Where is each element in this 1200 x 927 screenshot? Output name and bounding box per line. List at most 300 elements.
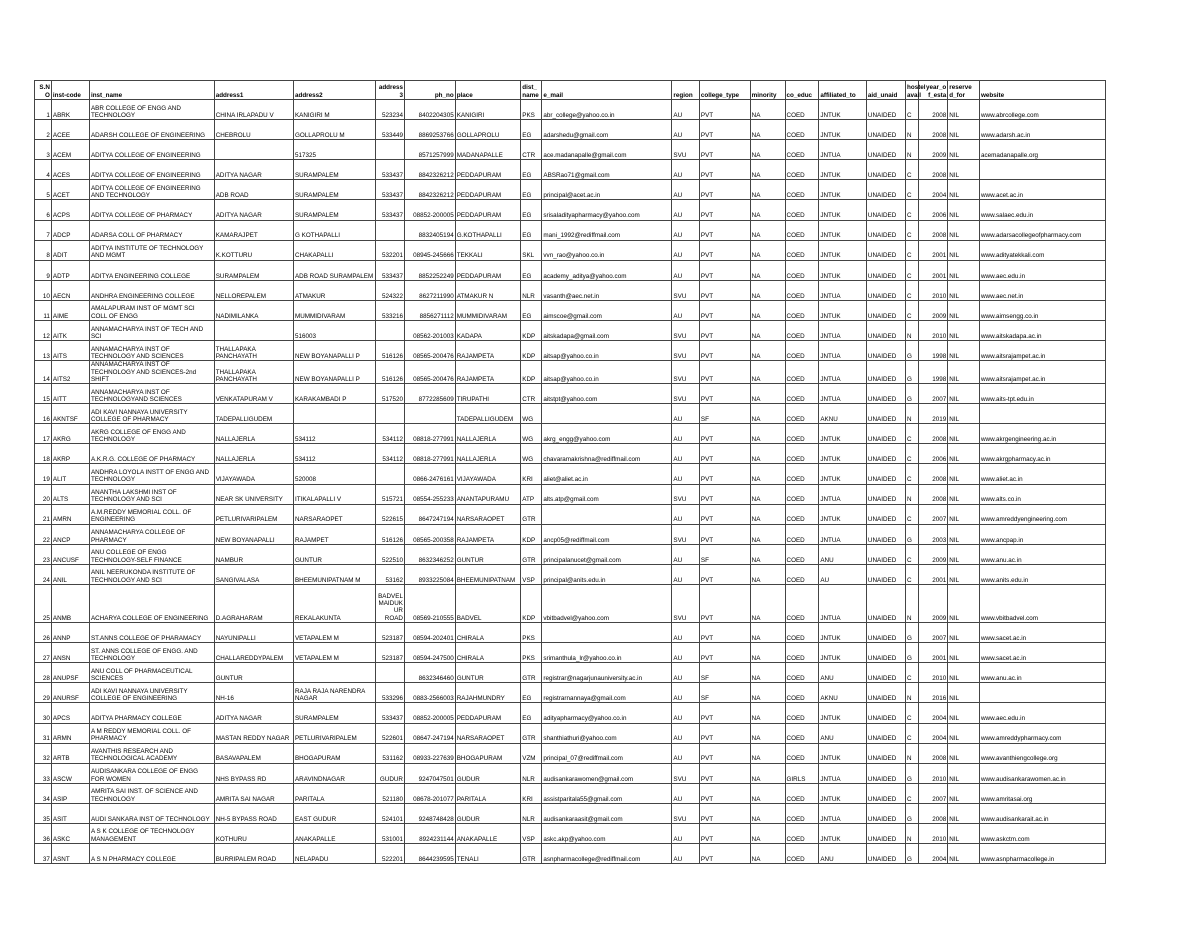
cell-aid: UNAIDED bbox=[866, 280, 905, 300]
cell-addr2: ADB ROAD SURAMPALEM bbox=[293, 260, 375, 280]
cell-affil: JNTUK bbox=[819, 743, 867, 763]
cell-minority: NA bbox=[750, 484, 785, 504]
cell-addr2: BHEEMUNIPATNAM M bbox=[293, 564, 375, 584]
cell-year: 2008 bbox=[918, 424, 948, 444]
cell-affil: JNTUA bbox=[819, 803, 867, 823]
cell-name: ST. ANNS COLLEGE OF ENGG. AND TECHNOLOGY bbox=[89, 643, 214, 663]
cell-addr2: ITIKALAPALLI V bbox=[293, 484, 375, 504]
cell-hostel: C bbox=[906, 544, 919, 564]
cell-dist: WG bbox=[521, 424, 542, 444]
cell-phone: 8772285609 bbox=[404, 384, 455, 404]
cell-name: ADITYA COLLEGE OF ENGINEERING AND TECHNOLOGY bbox=[89, 180, 214, 200]
cell-year: 2001 bbox=[918, 564, 948, 584]
cell-phone: 08554-255233 bbox=[404, 484, 455, 504]
cell-coed: COED bbox=[785, 444, 819, 464]
cell-name: AMALAPURAM INST OF MGMT SCI COLL OF ENGG bbox=[89, 300, 214, 320]
cell-coed: COED bbox=[785, 341, 819, 361]
cell-aid: UNAIDED bbox=[866, 361, 905, 384]
cell-addr3: 533449 bbox=[376, 120, 405, 140]
table-row bbox=[35, 643, 1106, 663]
cell-email: srimanthula_lr@yahoo.co.in bbox=[542, 643, 672, 663]
cell-code: ASNT bbox=[51, 844, 89, 864]
cell-phone: 8647247194 bbox=[404, 504, 455, 524]
table-row bbox=[35, 321, 1106, 341]
cell-email: adityapharmacy@yahoo.co.in bbox=[542, 703, 672, 723]
cell-region: AU bbox=[672, 663, 699, 683]
cell-dist: EG bbox=[521, 260, 542, 280]
cell-addr3: 523234 bbox=[376, 100, 405, 120]
cell-email: chavaramakrishna@rediffmail.com bbox=[542, 444, 672, 464]
cell-coed: COED bbox=[785, 663, 819, 683]
cell-hostel: C bbox=[906, 100, 919, 120]
cell-type: PVT bbox=[699, 524, 750, 544]
cell-addr3 bbox=[376, 140, 405, 160]
cell-place: CHIRALA bbox=[455, 643, 521, 663]
cell-type: PVT bbox=[699, 723, 750, 743]
cell-region: AU bbox=[672, 240, 699, 260]
cell-phone: 08594-202401 bbox=[404, 623, 455, 643]
cell-addr2: SURAMPALEM bbox=[293, 200, 375, 220]
cell-type: PVT bbox=[699, 100, 750, 120]
cell-hostel: G bbox=[906, 643, 919, 663]
cell-region: AU bbox=[672, 300, 699, 320]
cell-affil: JNTUK bbox=[819, 180, 867, 200]
cell-type: PVT bbox=[699, 803, 750, 823]
cell-sno: 29 bbox=[35, 683, 52, 703]
cell-web: www.acet.ac.in bbox=[979, 180, 1105, 200]
cell-dist: WG bbox=[521, 444, 542, 464]
cell-addr3 bbox=[376, 404, 405, 424]
cell-phone: 0883-2566003 bbox=[404, 683, 455, 703]
header-row bbox=[35, 81, 1106, 100]
cell-minority: NA bbox=[750, 504, 785, 524]
cell-coed: COED bbox=[785, 743, 819, 763]
cell-email bbox=[542, 404, 672, 424]
cell-reserve: NIL bbox=[948, 160, 980, 180]
cell-phone: 8644239595 bbox=[404, 844, 455, 864]
cell-minority: NA bbox=[750, 643, 785, 663]
cell-phone: 0866-2476161 bbox=[404, 464, 455, 484]
cell-name: ST.ANNS COLLEGE OF PHARAMACY bbox=[89, 623, 214, 643]
cell-type: PVT bbox=[699, 444, 750, 464]
cell-addr3: 522510 bbox=[376, 544, 405, 564]
cell-place: TIRUPATHI bbox=[455, 384, 521, 404]
cell-code: ACEE bbox=[51, 120, 89, 140]
cell-addr3: GUDUR bbox=[376, 763, 405, 783]
cell-addr2: BHOGAPURAM bbox=[293, 743, 375, 763]
cell-place: TEKKALI bbox=[455, 240, 521, 260]
cell-name: ANNAMACHARYA COLLEGE OF PHARMACY bbox=[89, 524, 214, 544]
cell-year: 2008 bbox=[918, 100, 948, 120]
cell-addr3: 522615 bbox=[376, 504, 405, 524]
cell-dist: KDP bbox=[521, 321, 542, 341]
cell-affil: JNTUA bbox=[819, 140, 867, 160]
cell-minority: NA bbox=[750, 464, 785, 484]
cell-year: 2008 bbox=[918, 160, 948, 180]
table-row bbox=[35, 180, 1106, 200]
cell-dist: CTR bbox=[521, 384, 542, 404]
cell-year: 1998 bbox=[918, 341, 948, 361]
table-row bbox=[35, 585, 1106, 623]
cell-type: PVT bbox=[699, 361, 750, 384]
table-row bbox=[35, 783, 1106, 803]
cell-dist: KDP bbox=[521, 524, 542, 544]
cell-hostel: C bbox=[906, 220, 919, 240]
cell-addr1: KOTHURU bbox=[214, 823, 293, 843]
table-row bbox=[35, 404, 1106, 424]
cell-addr2: REKALAKUNTA bbox=[293, 585, 375, 623]
cell-addr2: EAST GUDUR bbox=[293, 803, 375, 823]
cell-affil: JNTUA bbox=[819, 763, 867, 783]
cell-code: AITS2 bbox=[51, 361, 89, 384]
table-row bbox=[35, 424, 1106, 444]
cell-addr1: NEW BOYANAPALLI bbox=[214, 524, 293, 544]
cell-hostel: C bbox=[906, 663, 919, 683]
cell-reserve: NIL bbox=[948, 361, 980, 384]
cell-type: PVT bbox=[699, 823, 750, 843]
cell-region: SVU bbox=[672, 484, 699, 504]
cell-email: adarshedu@gmail.com bbox=[542, 120, 672, 140]
cell-aid: UNAIDED bbox=[866, 140, 905, 160]
cell-web: www.aec.edu.in bbox=[979, 703, 1105, 723]
cell-type: PVT bbox=[699, 260, 750, 280]
cell-email: aitskadapa@gmail.com bbox=[542, 321, 672, 341]
cell-affil: ANU bbox=[819, 544, 867, 564]
cell-reserve: NIL bbox=[948, 464, 980, 484]
cell-type: PVT bbox=[699, 504, 750, 524]
cell-code: ARTB bbox=[51, 743, 89, 763]
cell-name: ACHARYA COLLEGE OF ENGINEERING bbox=[89, 585, 214, 623]
cell-place: MUMMIDIVARAM bbox=[455, 300, 521, 320]
cell-addr1: ADB ROAD bbox=[214, 180, 293, 200]
cell-name: A S N PHARMACY COLLEGE bbox=[89, 844, 214, 864]
cell-web: www.aits-tpt.edu.in bbox=[979, 384, 1105, 404]
cell-reserve: NIL bbox=[948, 585, 980, 623]
cell-addr2: 520008 bbox=[293, 464, 375, 484]
table-row bbox=[35, 260, 1106, 280]
cell-aid: UNAIDED bbox=[866, 260, 905, 280]
cell-minority: NA bbox=[750, 844, 785, 864]
cell-hostel: C bbox=[906, 180, 919, 200]
cell-minority: NA bbox=[750, 803, 785, 823]
cell-addr3 bbox=[376, 220, 405, 240]
cell-coed: COED bbox=[785, 180, 819, 200]
cell-addr1: PETLURIVARIPALEM bbox=[214, 504, 293, 524]
cell-name: ANNAMACHARYA INST OF TECH AND SCI bbox=[89, 321, 214, 341]
table-row bbox=[35, 464, 1106, 484]
cell-email: ABSRao71@gmail.com bbox=[542, 160, 672, 180]
cell-type: PVT bbox=[699, 384, 750, 404]
cell-name: A.K.R.G. COLLEGE OF PHARMACY bbox=[89, 444, 214, 464]
cell-dist: ATP bbox=[521, 484, 542, 504]
cell-phone: 08565-200476 bbox=[404, 341, 455, 361]
cell-type: PVT bbox=[699, 120, 750, 140]
cell-web: www.aimsengg.co.in bbox=[979, 300, 1105, 320]
cell-region: SVU bbox=[672, 524, 699, 544]
cell-affil: JNTUK bbox=[819, 504, 867, 524]
cell-sno: 21 bbox=[35, 504, 52, 524]
cell-region: SVU bbox=[672, 763, 699, 783]
cell-aid: UNAIDED bbox=[866, 321, 905, 341]
cell-addr1: NH-5 BYPASS ROAD bbox=[214, 803, 293, 823]
cell-code: ADTP bbox=[51, 260, 89, 280]
column-header-addr1: address1 bbox=[214, 81, 293, 100]
cell-place: RAJAMPETA bbox=[455, 341, 521, 361]
cell-addr3 bbox=[376, 663, 405, 683]
cell-coed: COED bbox=[785, 564, 819, 584]
cell-aid: UNAIDED bbox=[866, 823, 905, 843]
cell-year: 2016 bbox=[918, 683, 948, 703]
cell-type: PVT bbox=[699, 464, 750, 484]
cell-hostel: G bbox=[906, 361, 919, 384]
cell-name: ANU COLL OF PHARMACEUTICAL SCIENCES bbox=[89, 663, 214, 683]
cell-sno: 10 bbox=[35, 280, 52, 300]
cell-affil: JNTUK bbox=[819, 643, 867, 663]
cell-addr1: ADITYA NAGAR bbox=[214, 160, 293, 180]
cell-aid: UNAIDED bbox=[866, 444, 905, 464]
cell-addr3: 516126 bbox=[376, 524, 405, 544]
cell-hostel: G bbox=[906, 623, 919, 643]
cell-coed: COED bbox=[785, 464, 819, 484]
cell-addr2: NARSARAOPET bbox=[293, 504, 375, 524]
cell-year: 2007 bbox=[918, 783, 948, 803]
cell-addr2: GUNTUR bbox=[293, 544, 375, 564]
cell-dist: SKL bbox=[521, 240, 542, 260]
cell-minority: NA bbox=[750, 100, 785, 120]
cell-dist: VSP bbox=[521, 823, 542, 843]
cell-coed: COED bbox=[785, 585, 819, 623]
cell-region: AU bbox=[672, 723, 699, 743]
cell-web: www.sacet.ac.in bbox=[979, 643, 1105, 663]
cell-addr3: 533437 bbox=[376, 703, 405, 723]
cell-dist: KDP bbox=[521, 585, 542, 623]
cell-name: ADI KAVI NANNAYA UNIVERSITY COLLEGE OF ENGINEERING bbox=[89, 683, 214, 703]
cell-coed: COED bbox=[785, 524, 819, 544]
cell-minority: NA bbox=[750, 444, 785, 464]
cell-sno: 12 bbox=[35, 321, 52, 341]
cell-web: www.sacet.ac.in bbox=[979, 623, 1105, 643]
cell-addr2: VETAPALEM M bbox=[293, 643, 375, 663]
cell-code: ANCP bbox=[51, 524, 89, 544]
cell-web: www.akrgpharmacy.ac.in bbox=[979, 444, 1105, 464]
column-header-affil: affiliated_to bbox=[819, 81, 867, 100]
table-row bbox=[35, 140, 1106, 160]
cell-type: PVT bbox=[699, 585, 750, 623]
cell-aid: UNAIDED bbox=[866, 464, 905, 484]
cell-place: RAJAMPETA bbox=[455, 524, 521, 544]
cell-hostel: G bbox=[906, 844, 919, 864]
cell-sno: 6 bbox=[35, 200, 52, 220]
cell-addr3: 517520 bbox=[376, 384, 405, 404]
cell-hostel: C bbox=[906, 424, 919, 444]
cell-region: AU bbox=[672, 120, 699, 140]
cell-affil: JNTUA bbox=[819, 585, 867, 623]
cell-reserve: NIL bbox=[948, 200, 980, 220]
cell-region: AU bbox=[672, 643, 699, 663]
cell-web bbox=[979, 160, 1105, 180]
cell-region: AU bbox=[672, 424, 699, 444]
cell-phone: 8924231144 bbox=[404, 823, 455, 843]
cell-affil: JNTUK bbox=[819, 220, 867, 240]
cell-phone: 8842326212 bbox=[404, 160, 455, 180]
cell-year: 2008 bbox=[918, 464, 948, 484]
cell-web: www.ancpap.in bbox=[979, 524, 1105, 544]
cell-type: PVT bbox=[699, 643, 750, 663]
cell-name: A S K COLLEGE OF TECHNOLOGY MANAGEMENT bbox=[89, 823, 214, 843]
cell-code: AITS bbox=[51, 341, 89, 361]
cell-hostel: N bbox=[906, 743, 919, 763]
cell-code: ALIT bbox=[51, 464, 89, 484]
cell-minority: NA bbox=[750, 341, 785, 361]
cell-addr3: 534112 bbox=[376, 424, 405, 444]
cell-addr3: 522601 bbox=[376, 723, 405, 743]
cell-dist: EG bbox=[521, 703, 542, 723]
cell-year: 2008 bbox=[918, 743, 948, 763]
cell-addr1: KAMARAJPET bbox=[214, 220, 293, 240]
cell-reserve: NIL bbox=[948, 504, 980, 524]
cell-name: A M REDDY MEMORIAL COLL. OF PHARMACY bbox=[89, 723, 214, 743]
cell-web: www.adarsacollegeofpharmacy.com bbox=[979, 220, 1105, 240]
cell-addr1: SURAMPALEM bbox=[214, 260, 293, 280]
column-header-addr2: address2 bbox=[293, 81, 375, 100]
cell-hostel: G bbox=[906, 524, 919, 544]
cell-addr1: BASAVAPALEM bbox=[214, 743, 293, 763]
cell-aid: UNAIDED bbox=[866, 783, 905, 803]
cell-hostel: C bbox=[906, 160, 919, 180]
cell-year: 2001 bbox=[918, 260, 948, 280]
cell-addr1 bbox=[214, 321, 293, 341]
cell-code: ADIT bbox=[51, 240, 89, 260]
cell-name: ADITYA INSTITUTE OF TECHNOLOGY AND MGMT bbox=[89, 240, 214, 260]
cell-code: AKRG bbox=[51, 424, 89, 444]
cell-addr1: VIJAYAWADA bbox=[214, 464, 293, 484]
cell-coed: COED bbox=[785, 361, 819, 384]
cell-addr2 bbox=[293, 663, 375, 683]
cell-dist: NLR bbox=[521, 763, 542, 783]
cell-place: PEDDAPURAM bbox=[455, 260, 521, 280]
cell-email: aliet@aliet.ac.in bbox=[542, 464, 672, 484]
cell-phone: 8571257999 bbox=[404, 140, 455, 160]
cell-dist: CTR bbox=[521, 140, 542, 160]
cell-addr1: THALLAPAKA PANCHAYATH bbox=[214, 341, 293, 361]
table-row bbox=[35, 280, 1106, 300]
cell-reserve: NIL bbox=[948, 180, 980, 200]
cell-affil: JNTUK bbox=[819, 120, 867, 140]
cell-web: www.akrgengineering.ac.in bbox=[979, 424, 1105, 444]
cell-minority: NA bbox=[750, 783, 785, 803]
cell-type: SF bbox=[699, 683, 750, 703]
cell-coed: COED bbox=[785, 140, 819, 160]
cell-minority: NA bbox=[750, 683, 785, 703]
cell-region: AU bbox=[672, 703, 699, 723]
column-header-web: website bbox=[979, 81, 1105, 100]
cell-phone: 8627211990 bbox=[404, 280, 455, 300]
cell-sno: 23 bbox=[35, 544, 52, 564]
cell-year: 2009 bbox=[918, 585, 948, 623]
cell-dist: KRI bbox=[521, 464, 542, 484]
cell-minority: NA bbox=[750, 723, 785, 743]
cell-sno: 19 bbox=[35, 464, 52, 484]
cell-addr3: 533437 bbox=[376, 200, 405, 220]
cell-year: 2010 bbox=[918, 763, 948, 783]
cell-sno: 3 bbox=[35, 140, 52, 160]
cell-minority: NA bbox=[750, 280, 785, 300]
cell-addr3: 533437 bbox=[376, 260, 405, 280]
cell-email: vvn_rao@yahoo.co.in bbox=[542, 240, 672, 260]
cell-addr1: BURRIPALEM ROAD bbox=[214, 844, 293, 864]
cell-sno: 9 bbox=[35, 260, 52, 280]
cell-minority: NA bbox=[750, 703, 785, 723]
cell-hostel: C bbox=[906, 703, 919, 723]
cell-place: MADANAPALLE bbox=[455, 140, 521, 160]
cell-minority: NA bbox=[750, 260, 785, 280]
cell-region: AU bbox=[672, 844, 699, 864]
cell-year: 2008 bbox=[918, 120, 948, 140]
cell-type: PVT bbox=[699, 200, 750, 220]
cell-name: A.M.REDDY MEMORIAL COLL. OF ENGINEERING bbox=[89, 504, 214, 524]
cell-name: ANIL NEERUKONDA INSTITUTE OF TECHNOLOGY AND SCI bbox=[89, 564, 214, 584]
cell-aid: UNAIDED bbox=[866, 643, 905, 663]
cell-year: 2004 bbox=[918, 180, 948, 200]
cell-aid: UNAIDED bbox=[866, 200, 905, 220]
cell-web: www.anu.ac.in bbox=[979, 663, 1105, 683]
cell-dist: NLR bbox=[521, 280, 542, 300]
cell-type: SF bbox=[699, 544, 750, 564]
cell-code: ANIL bbox=[51, 564, 89, 584]
cell-hostel: N bbox=[906, 823, 919, 843]
cell-addr2: 516003 bbox=[293, 321, 375, 341]
cell-affil: JNTUA bbox=[819, 361, 867, 384]
cell-hostel: G bbox=[906, 341, 919, 361]
cell-reserve: NIL bbox=[948, 524, 980, 544]
cell-addr3: 533296 bbox=[376, 683, 405, 703]
cell-aid: UNAIDED bbox=[866, 424, 905, 444]
cell-hostel: G bbox=[906, 384, 919, 404]
cell-sno: 34 bbox=[35, 783, 52, 803]
cell-year: 2007 bbox=[918, 504, 948, 524]
cell-type: PVT bbox=[699, 703, 750, 723]
cell-code: APCS bbox=[51, 703, 89, 723]
cell-hostel: C bbox=[906, 200, 919, 220]
cell-coed: COED bbox=[785, 260, 819, 280]
cell-affil: JNTUA bbox=[819, 384, 867, 404]
cell-affil: JNTUK bbox=[819, 464, 867, 484]
cell-sno: 8 bbox=[35, 240, 52, 260]
cell-minority: NA bbox=[750, 160, 785, 180]
cell-addr1: GUNTUR bbox=[214, 663, 293, 683]
cell-dist: KRI bbox=[521, 783, 542, 803]
cell-year: 2009 bbox=[918, 140, 948, 160]
cell-addr1: CHEBROLU bbox=[214, 120, 293, 140]
cell-email bbox=[542, 504, 672, 524]
cell-region: AU bbox=[672, 464, 699, 484]
cell-type: PVT bbox=[699, 280, 750, 300]
cell-minority: NA bbox=[750, 743, 785, 763]
cell-web: www.aitsrajampet.ac.in bbox=[979, 361, 1105, 384]
cell-coed: COED bbox=[785, 384, 819, 404]
cell-sno: 13 bbox=[35, 341, 52, 361]
cell-email: aitstpt@yahoo.com bbox=[542, 384, 672, 404]
cell-coed: COED bbox=[785, 424, 819, 444]
cell-coed: COED bbox=[785, 504, 819, 524]
cell-type: PVT bbox=[699, 321, 750, 341]
cell-sno: 17 bbox=[35, 424, 52, 444]
cell-place: ANANTAPURAMU bbox=[455, 484, 521, 504]
cell-code: AMRN bbox=[51, 504, 89, 524]
cell-addr3: 516126 bbox=[376, 341, 405, 361]
cell-sno: 31 bbox=[35, 723, 52, 743]
cell-phone: 8842326212 bbox=[404, 180, 455, 200]
